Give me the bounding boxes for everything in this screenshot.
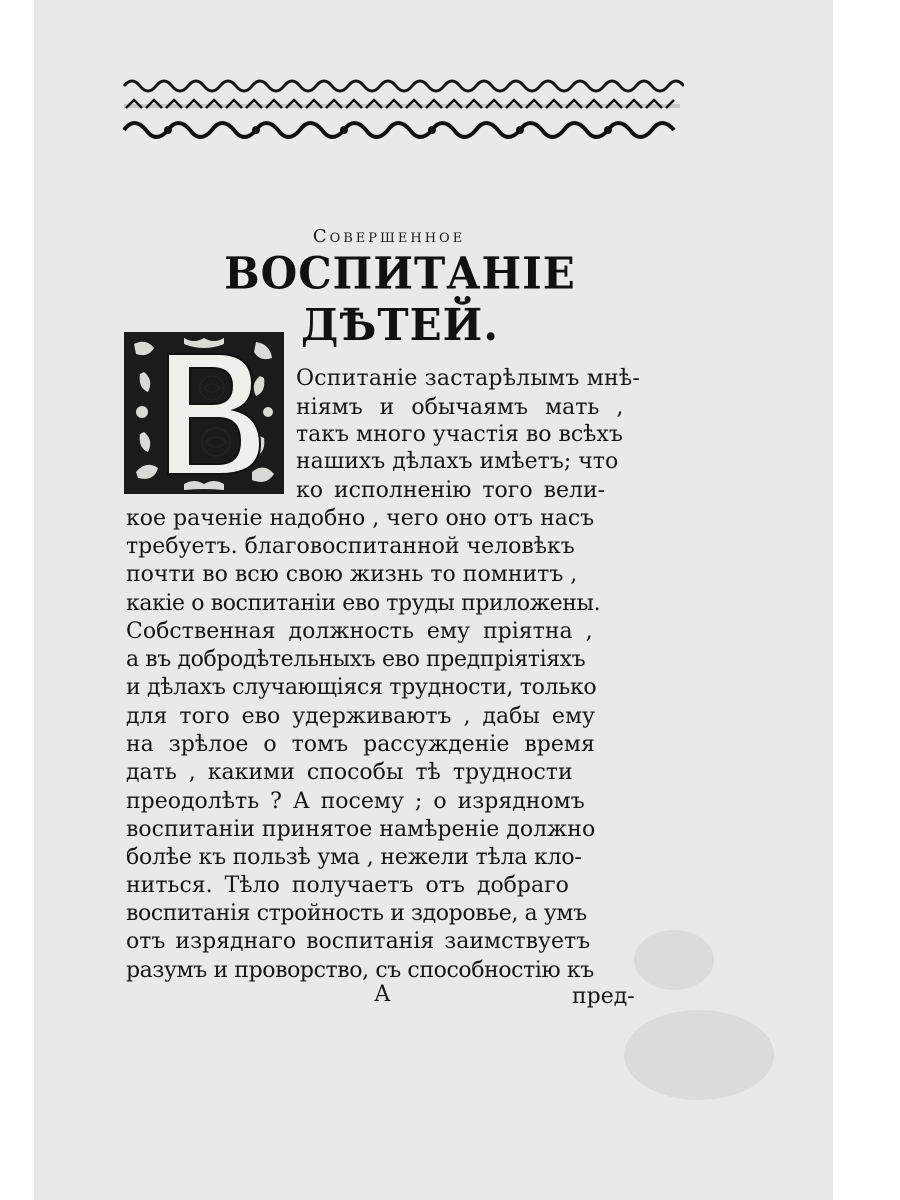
text-line: а въ добродѣтельныхъ ево предпріятіяхъ [126, 647, 586, 672]
text-line: воспитаніи принятое намѣреніе должно [126, 817, 596, 842]
text-line: болѣе къ пользѣ ума , нежели тѣла кло- [126, 845, 582, 870]
text-line: почти во всю свою жизнь то помнитъ , [126, 562, 578, 587]
scan-margin-left [0, 0, 34, 1200]
text-line: какіе о воспитаніи ево труды приложены. [126, 591, 601, 616]
ornamental-initial-icon [124, 332, 284, 494]
scan-margin-right [833, 0, 867, 1200]
text-line: нашихъ дѣлахъ имѣетъ; что [296, 449, 619, 474]
text-line: требуетъ. благовоспитанной человѣкъ [126, 534, 575, 559]
text-line: преодолѣть ? А посему ; о изрядномъ [126, 789, 585, 814]
text-line: дать , какими способы тѣ трудности [126, 760, 573, 785]
text-line: отъ изряднаго воспитанія заимствуетъ [126, 929, 591, 954]
page-title: ВОСПИТАНІЕ ДѢТЕЙ. [224, 247, 576, 351]
text-line: разумъ и проворство, съ способностію къ [126, 958, 594, 983]
subtitle: Совершенное [312, 226, 466, 247]
catchword: пред- [572, 984, 635, 1009]
text-line: такъ много участія во всѣхъ [296, 422, 623, 447]
paper-stain [634, 930, 714, 990]
text-line: кое раченіе надобно , чего оно отъ насъ [126, 506, 595, 531]
book-page [34, 0, 867, 1200]
text-line: ниться. Тѣло получаетъ отъ добраго [126, 873, 569, 898]
text-line: на зрѣлое о томъ рассужденіе время [126, 732, 595, 757]
paper-stain [624, 1010, 774, 1100]
signature-mark: А [374, 982, 391, 1007]
text-line: ко исполненію того вели- [296, 478, 606, 503]
text-line: воспитанія стройность и здоровье, а умъ [126, 901, 587, 926]
text-line: для того ево удерживаютъ , дабы ему [126, 704, 596, 729]
ornamental-header-icon [120, 70, 684, 146]
text-line: Собственная должность ему пріятна , [126, 619, 593, 644]
text-line: и дѣлахъ случающіяся трудности, только [126, 675, 597, 700]
text-line: ніямъ и обычаямъ мать , [296, 395, 624, 420]
text-line: Оспитаніе застарѣлымъ мнѣ- [296, 366, 641, 391]
